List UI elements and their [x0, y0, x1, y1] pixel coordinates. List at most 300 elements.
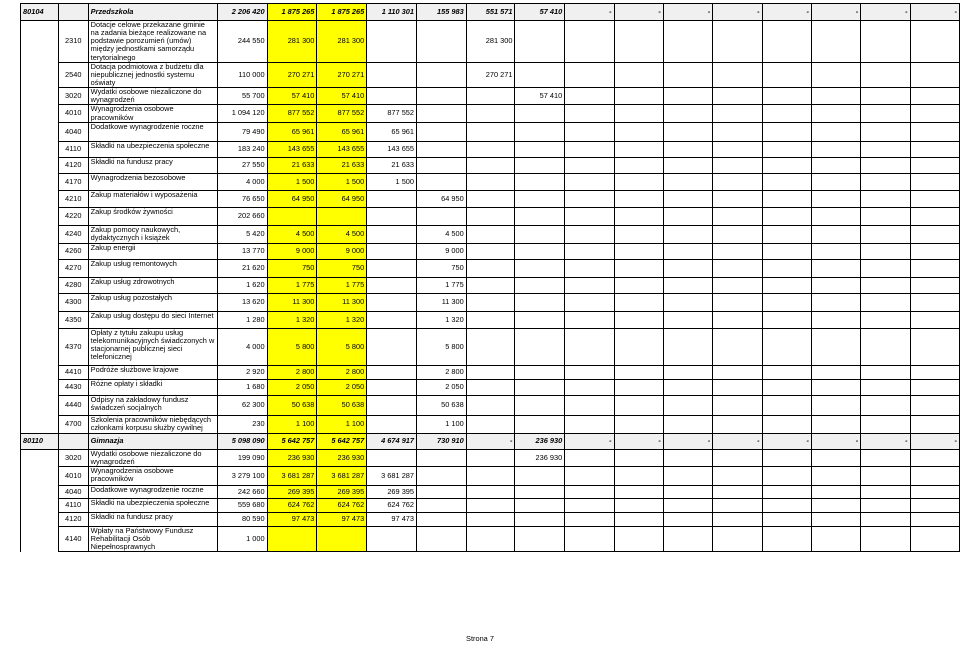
row-value [663, 105, 712, 122]
row-value: 1 100 [417, 415, 467, 433]
budget-table [20, 3, 960, 552]
row-value [466, 526, 515, 551]
row-value [910, 88, 959, 105]
row-value [910, 526, 959, 551]
row-value: 1 000 [217, 526, 267, 551]
row-spacer [21, 466, 59, 485]
row-value [367, 395, 417, 415]
row-spacer [21, 207, 59, 225]
row-value [367, 379, 417, 395]
row-value: 143 655 [317, 141, 367, 157]
row-value [861, 365, 910, 379]
table-row [21, 293, 960, 311]
row-value [713, 395, 762, 415]
row-value [466, 225, 515, 243]
row-value [910, 141, 959, 157]
row-value [713, 415, 762, 433]
row-value [811, 311, 860, 328]
row-value [466, 328, 515, 365]
row-value [614, 485, 663, 498]
row-code: 4210 [58, 190, 88, 207]
section-value: - [762, 4, 811, 21]
row-value [910, 190, 959, 207]
row-value [811, 157, 860, 173]
row-value [565, 365, 614, 379]
row-value [565, 415, 614, 433]
row-value [910, 449, 959, 466]
row-value [614, 141, 663, 157]
row-value [861, 277, 910, 293]
row-value: 143 655 [367, 141, 417, 157]
row-value [663, 173, 712, 190]
row-description: Składki na ubezpieczenia społeczne [88, 141, 217, 157]
row-code: 4430 [58, 379, 88, 395]
row-value [861, 512, 910, 526]
row-description: Wpłaty na Państwowy Fundusz Rehabilitacji Osób Niepełnosprawnych [88, 526, 217, 551]
row-value [713, 379, 762, 395]
row-value [565, 122, 614, 141]
row-value: 1 775 [267, 277, 317, 293]
row-description: Zakup usług remontowych [88, 259, 217, 277]
table-row [21, 88, 960, 105]
row-value [466, 190, 515, 207]
table-row [21, 173, 960, 190]
row-value [811, 498, 860, 512]
row-value [466, 293, 515, 311]
row-spacer [21, 293, 59, 311]
row-value [565, 466, 614, 485]
row-value [861, 190, 910, 207]
row-value: 57 410 [267, 88, 317, 105]
row-spacer [21, 21, 59, 63]
row-value [663, 512, 712, 526]
row-value [861, 105, 910, 122]
row-value [417, 526, 467, 551]
row-value [663, 449, 712, 466]
table-row [21, 498, 960, 512]
row-value: 5 800 [417, 328, 467, 365]
section-value: 4 674 917 [367, 433, 417, 449]
row-value [861, 21, 910, 63]
row-value: 27 550 [217, 157, 267, 173]
row-description: Zakup usług pozostałych [88, 293, 217, 311]
row-value [367, 277, 417, 293]
row-value [713, 105, 762, 122]
row-code: 4120 [58, 157, 88, 173]
row-value [367, 328, 417, 365]
row-value [910, 498, 959, 512]
table-row [21, 328, 960, 365]
row-spacer [21, 449, 59, 466]
row-value [910, 415, 959, 433]
row-value [811, 122, 860, 141]
row-value [663, 395, 712, 415]
row-value [614, 365, 663, 379]
row-value [663, 88, 712, 105]
row-value [515, 259, 565, 277]
row-value: 50 638 [417, 395, 467, 415]
section-spacer [58, 433, 88, 449]
row-value [515, 415, 565, 433]
row-value [811, 141, 860, 157]
row-value: 11 300 [267, 293, 317, 311]
row-value [565, 88, 614, 105]
row-value [466, 512, 515, 526]
section-value: 1 875 265 [317, 4, 367, 21]
row-code: 4350 [58, 311, 88, 328]
row-value [762, 293, 811, 311]
row-value [713, 498, 762, 512]
row-value [515, 141, 565, 157]
row-value [614, 62, 663, 87]
row-value: 750 [417, 259, 467, 277]
row-value [713, 293, 762, 311]
row-value [417, 88, 467, 105]
row-value: 1 100 [317, 415, 367, 433]
row-code: 4040 [58, 122, 88, 141]
row-value [713, 141, 762, 157]
row-value [861, 395, 910, 415]
row-value: 143 655 [267, 141, 317, 157]
row-spacer [21, 190, 59, 207]
table-row [21, 512, 960, 526]
row-spacer [21, 105, 59, 122]
row-spacer [21, 485, 59, 498]
row-value: 281 300 [317, 21, 367, 63]
row-value [811, 105, 860, 122]
row-value [811, 62, 860, 87]
row-description: Zakup usług zdrowotnych [88, 277, 217, 293]
row-value: 202 660 [217, 207, 267, 225]
row-value [663, 21, 712, 63]
row-value [663, 328, 712, 365]
row-description: Dodatkowe wynagrodzenie roczne [88, 485, 217, 498]
row-value: 244 550 [217, 21, 267, 63]
row-value [614, 328, 663, 365]
table-row [21, 277, 960, 293]
row-value [762, 207, 811, 225]
row-value [663, 122, 712, 141]
row-value: 110 000 [217, 62, 267, 87]
row-value [565, 498, 614, 512]
row-value: 13 620 [217, 293, 267, 311]
row-value [367, 293, 417, 311]
row-code: 3020 [58, 449, 88, 466]
row-spacer [21, 173, 59, 190]
row-code: 4170 [58, 173, 88, 190]
table-row [21, 526, 960, 551]
row-code: 2540 [58, 62, 88, 87]
row-value [762, 277, 811, 293]
row-value [417, 62, 467, 87]
row-value [614, 157, 663, 173]
row-value [910, 225, 959, 243]
table-row [21, 395, 960, 415]
row-value [762, 122, 811, 141]
row-value [614, 207, 663, 225]
row-value [811, 259, 860, 277]
row-value [811, 21, 860, 63]
row-value: 2 050 [267, 379, 317, 395]
row-value [614, 122, 663, 141]
row-value: 1 500 [267, 173, 317, 190]
row-value [614, 526, 663, 551]
section-value: 236 930 [515, 433, 565, 449]
section-value: 155 983 [417, 4, 467, 21]
row-value [861, 141, 910, 157]
row-value [762, 225, 811, 243]
row-value: 2 800 [317, 365, 367, 379]
row-value [811, 277, 860, 293]
row-value [910, 379, 959, 395]
row-value [861, 259, 910, 277]
row-value [811, 365, 860, 379]
row-value: 4 500 [417, 225, 467, 243]
row-value [861, 328, 910, 365]
row-value [663, 62, 712, 87]
row-value [466, 415, 515, 433]
section-value: - [614, 4, 663, 21]
row-value: 2 920 [217, 365, 267, 379]
row-value [466, 259, 515, 277]
row-code: 4700 [58, 415, 88, 433]
row-value [762, 466, 811, 485]
row-spacer [21, 225, 59, 243]
row-value [910, 105, 959, 122]
row-value [565, 157, 614, 173]
row-value [762, 485, 811, 498]
row-spacer [21, 328, 59, 365]
row-spacer [21, 498, 59, 512]
row-value: 9 000 [267, 243, 317, 259]
row-value [663, 379, 712, 395]
row-value [861, 157, 910, 173]
row-value [713, 466, 762, 485]
row-value: 97 473 [267, 512, 317, 526]
section-value: - [811, 4, 860, 21]
row-value [515, 207, 565, 225]
row-code: 4010 [58, 466, 88, 485]
row-value [367, 526, 417, 551]
row-description: Wynagrodzenia bezosobowe [88, 173, 217, 190]
row-value [417, 512, 467, 526]
row-code: 4260 [58, 243, 88, 259]
row-value [762, 243, 811, 259]
section-value: 1 110 301 [367, 4, 417, 21]
row-spacer [21, 259, 59, 277]
row-value: 1 320 [317, 311, 367, 328]
row-value [565, 259, 614, 277]
row-value [515, 311, 565, 328]
row-value [614, 277, 663, 293]
row-value [663, 207, 712, 225]
row-value [663, 225, 712, 243]
row-value: 21 633 [267, 157, 317, 173]
row-value: 269 395 [367, 485, 417, 498]
row-value: 64 950 [317, 190, 367, 207]
row-spacer [21, 141, 59, 157]
row-value [811, 173, 860, 190]
row-value: 65 961 [267, 122, 317, 141]
section-code: 80110 [21, 433, 59, 449]
row-value [614, 415, 663, 433]
table-row [21, 190, 960, 207]
row-value [367, 190, 417, 207]
row-value [663, 311, 712, 328]
row-value [811, 328, 860, 365]
row-value: 1 280 [217, 311, 267, 328]
row-value [614, 173, 663, 190]
row-value: 270 271 [267, 62, 317, 87]
row-description: Składki na fundusz pracy [88, 512, 217, 526]
table-row [21, 365, 960, 379]
row-value [367, 365, 417, 379]
row-value [417, 449, 467, 466]
row-value [861, 225, 910, 243]
row-description: Odpisy na zakładowy fundusz świadczeń socjalnych [88, 395, 217, 415]
row-value [811, 526, 860, 551]
row-value: 1 680 [217, 379, 267, 395]
row-value [861, 498, 910, 512]
row-description: Wynagrodzenia osobowe pracowników [88, 466, 217, 485]
section-value: 5 098 090 [217, 433, 267, 449]
row-value [417, 498, 467, 512]
row-value [466, 122, 515, 141]
row-value [367, 259, 417, 277]
table-row [21, 21, 960, 63]
row-value [713, 88, 762, 105]
row-value: 80 590 [217, 512, 267, 526]
row-description: Zakup materiałów i wyposażenia [88, 190, 217, 207]
row-value [762, 379, 811, 395]
row-value [565, 277, 614, 293]
row-value: 4 000 [217, 328, 267, 365]
row-value [910, 485, 959, 498]
row-value [515, 243, 565, 259]
row-value: 1 620 [217, 277, 267, 293]
row-value [713, 243, 762, 259]
row-value [565, 449, 614, 466]
row-value [614, 293, 663, 311]
row-spacer [21, 277, 59, 293]
row-value [910, 328, 959, 365]
row-value [614, 395, 663, 415]
row-value [466, 449, 515, 466]
row-value [910, 311, 959, 328]
row-description: Zakup środków żywności [88, 207, 217, 225]
row-value: 236 930 [317, 449, 367, 466]
row-spacer [21, 157, 59, 173]
row-value [663, 526, 712, 551]
row-description: Opłaty z tytułu zakupu usług telekomunikacyjnych świadczonych w stacjonarnej publicznej sieci telefonicznej [88, 328, 217, 365]
row-value [367, 225, 417, 243]
row-code: 4220 [58, 207, 88, 225]
row-value [861, 293, 910, 311]
row-value [466, 88, 515, 105]
row-code: 4140 [58, 526, 88, 551]
row-value: 3 681 287 [267, 466, 317, 485]
row-value [515, 157, 565, 173]
row-value [515, 526, 565, 551]
row-value [811, 207, 860, 225]
row-description: Zakup energii [88, 243, 217, 259]
row-value: 4 500 [317, 225, 367, 243]
row-value [565, 225, 614, 243]
row-value: 13 770 [217, 243, 267, 259]
row-value [762, 365, 811, 379]
row-value [811, 395, 860, 415]
row-value [811, 293, 860, 311]
row-value [762, 526, 811, 551]
row-spacer [21, 62, 59, 87]
section-value: 1 875 265 [267, 4, 317, 21]
row-value: 199 090 [217, 449, 267, 466]
row-value [614, 243, 663, 259]
row-value [367, 88, 417, 105]
row-value [762, 512, 811, 526]
row-value: 624 762 [267, 498, 317, 512]
row-value [565, 293, 614, 311]
row-value [713, 311, 762, 328]
row-value [663, 259, 712, 277]
row-description: Składki na ubezpieczenia społeczne [88, 498, 217, 512]
row-code: 4270 [58, 259, 88, 277]
row-value [861, 122, 910, 141]
row-value: 3 279 100 [217, 466, 267, 485]
row-value [811, 243, 860, 259]
row-value [614, 88, 663, 105]
row-value [417, 173, 467, 190]
row-value: 1 775 [317, 277, 367, 293]
section-value: 5 642 757 [267, 433, 317, 449]
row-value: 230 [217, 415, 267, 433]
row-value [417, 122, 467, 141]
row-value: 76 650 [217, 190, 267, 207]
row-value: 62 300 [217, 395, 267, 415]
row-value [663, 157, 712, 173]
row-value [466, 207, 515, 225]
row-value [910, 157, 959, 173]
row-spacer [21, 526, 59, 551]
table-row [21, 449, 960, 466]
row-value [565, 62, 614, 87]
section-value: - [663, 4, 712, 21]
row-value [811, 88, 860, 105]
row-code: 4300 [58, 293, 88, 311]
row-value [466, 141, 515, 157]
row-value: 242 660 [217, 485, 267, 498]
row-code: 4440 [58, 395, 88, 415]
section-value: - [466, 433, 515, 449]
section-value: - [565, 433, 614, 449]
row-value [515, 293, 565, 311]
row-value [663, 485, 712, 498]
row-value [466, 311, 515, 328]
row-value [466, 485, 515, 498]
row-value: 3 681 287 [317, 466, 367, 485]
row-value: 559 680 [217, 498, 267, 512]
row-spacer [21, 365, 59, 379]
row-value [910, 173, 959, 190]
row-description: Wydatki osobowe niezaliczone do wynagrodzeń [88, 88, 217, 105]
row-value: 9 000 [417, 243, 467, 259]
row-value [663, 466, 712, 485]
row-spacer [21, 122, 59, 141]
section-name: Przedszkola [88, 4, 217, 21]
row-value [713, 207, 762, 225]
row-value [614, 311, 663, 328]
row-value: 97 473 [317, 512, 367, 526]
